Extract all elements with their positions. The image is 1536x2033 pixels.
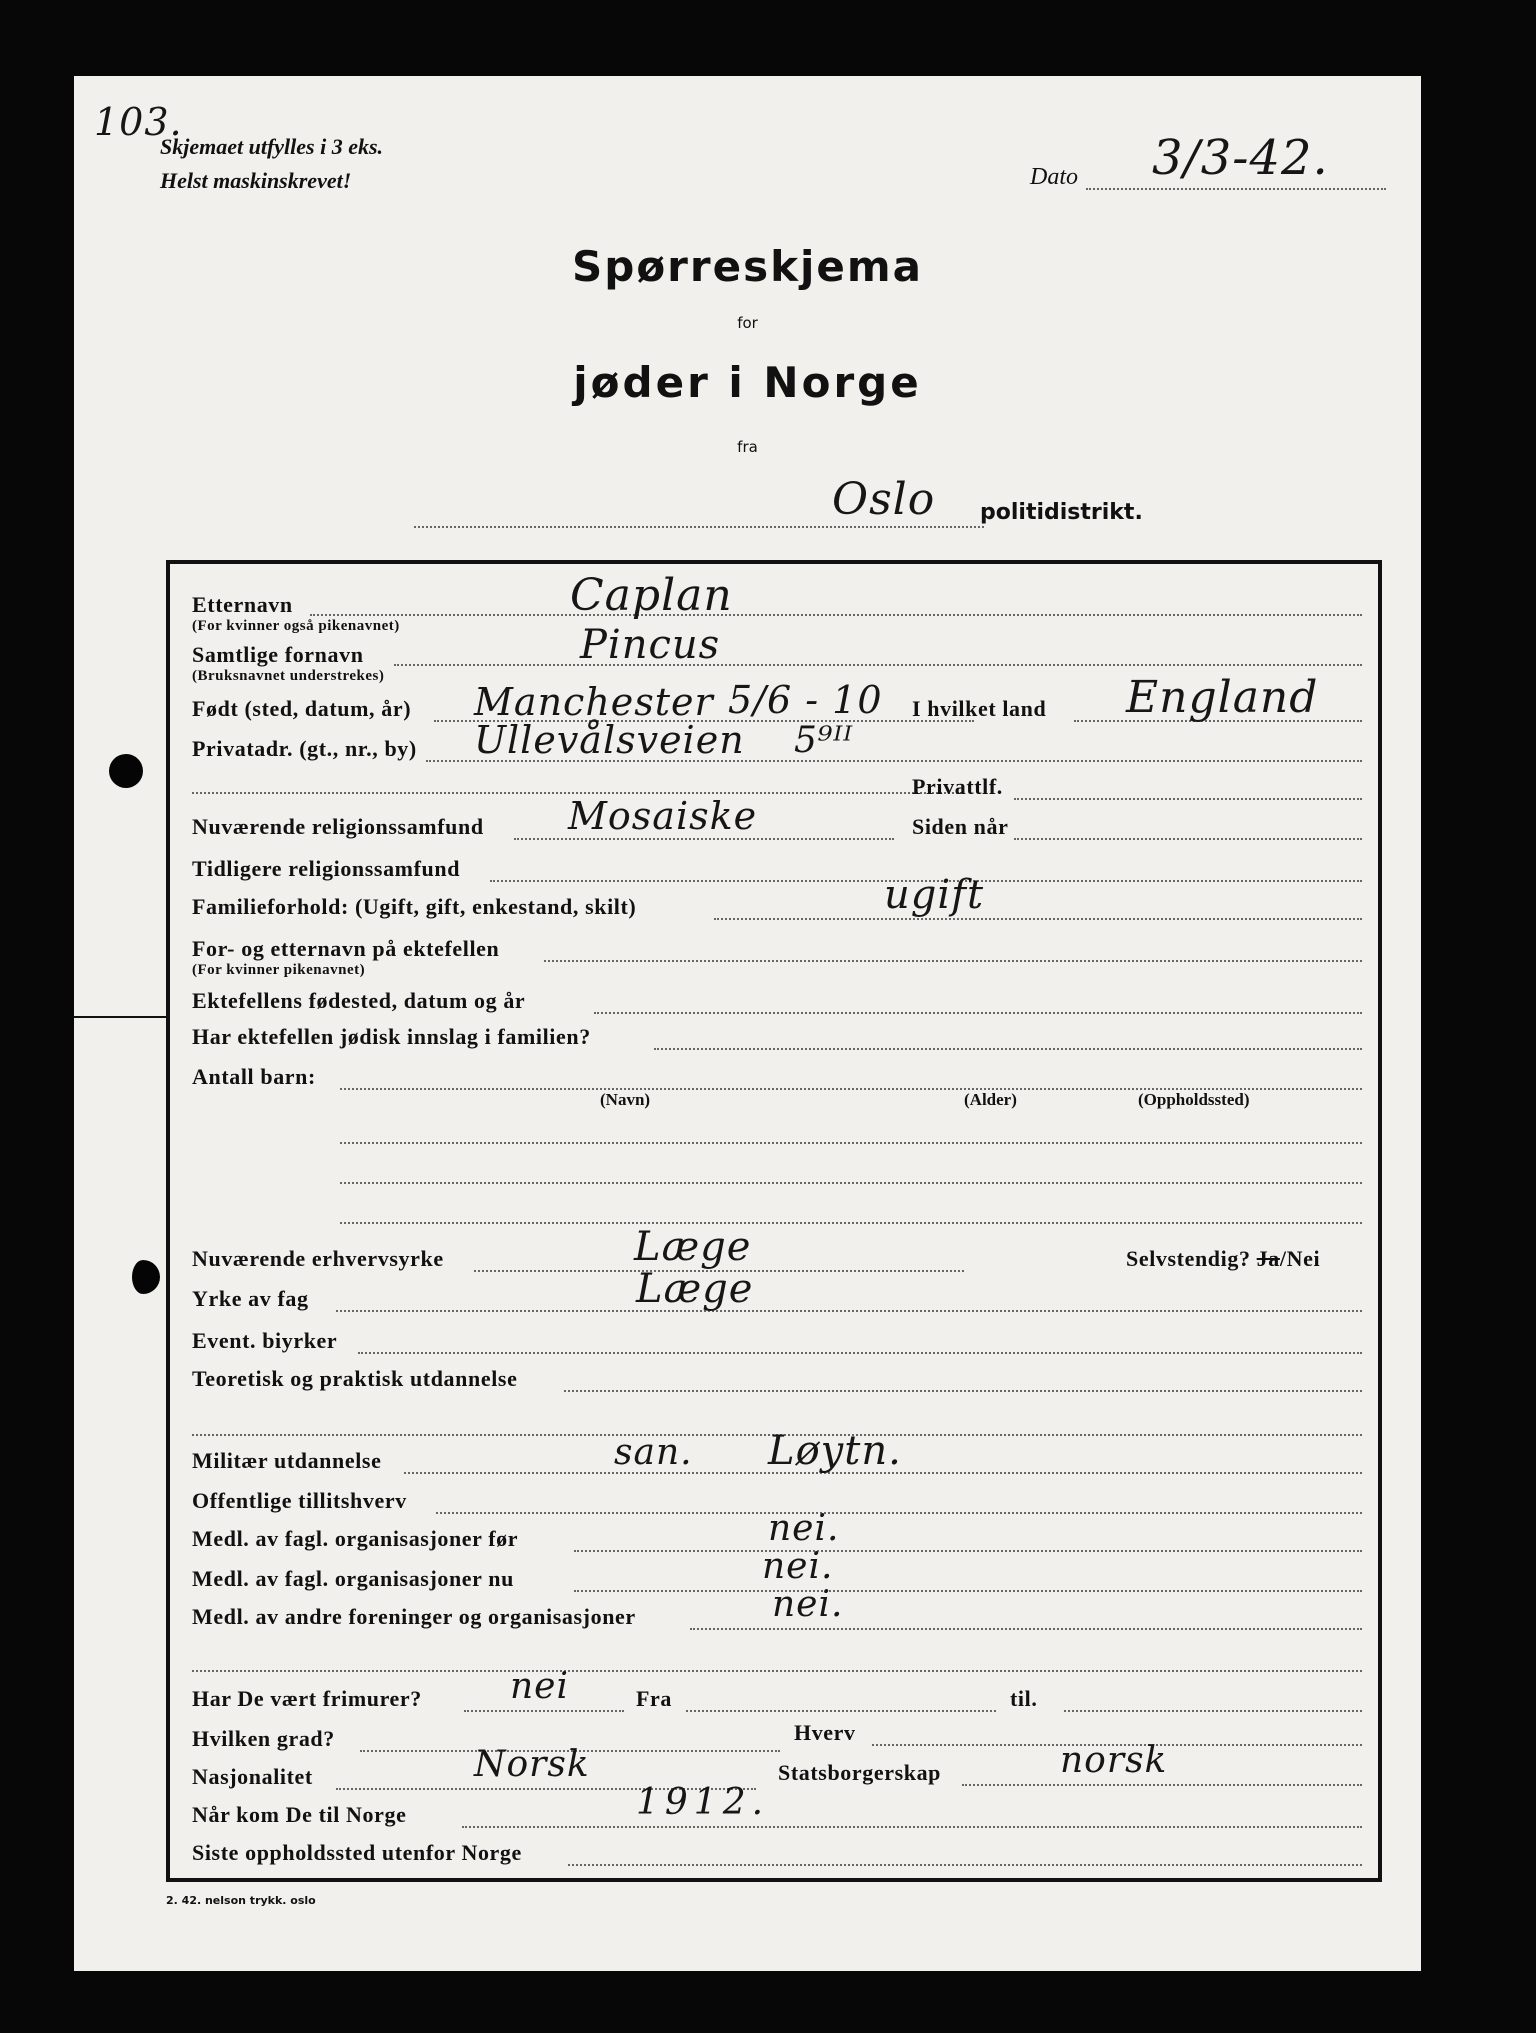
statsborgerskap-line	[962, 1784, 1362, 1786]
nasjonalitet-value: Norsk	[474, 1744, 590, 1785]
barn-col-navn: (Navn)	[600, 1090, 651, 1109]
yrke-label: Yrke av fag	[192, 1286, 309, 1311]
tillitshverv-label: Offentlige tillitshverv	[192, 1488, 407, 1513]
fornavn-label: Samtlige fornavn	[192, 642, 364, 667]
militaer-label: Militær utdannelse	[192, 1448, 382, 1473]
hverv-label: Hverv	[794, 1720, 856, 1745]
yrke-line	[336, 1310, 1362, 1312]
form-title: Spørreskjema	[572, 242, 923, 291]
statsborgerskap-label: Statsborgerskap	[778, 1760, 942, 1785]
ektefelle-label: For- og etternavn på ektefellen	[192, 936, 500, 961]
fagl-nu-line	[574, 1590, 1362, 1592]
fagl-for-label: Medl. av fagl. organisasjoner før	[192, 1526, 519, 1551]
fagl-nu-value: nei.	[762, 1546, 834, 1587]
biyrker-label: Event. biyrker	[192, 1328, 338, 1353]
andre-line-2	[192, 1670, 1362, 1672]
privattlf-line	[1014, 798, 1362, 800]
instruction-copies: Skjemaet utfylles i 3 eks.	[160, 134, 384, 159]
nasjonalitet-label: Nasjonalitet	[192, 1764, 313, 1789]
militaer-value-2: Løytn.	[768, 1428, 902, 1474]
form-subtitle: jøder i Norge	[573, 358, 922, 407]
district-value: Oslo	[832, 474, 936, 525]
form-sheet	[74, 76, 1421, 1971]
date-line	[1086, 188, 1386, 190]
familie-value: ugift	[884, 872, 985, 918]
frimurer-fra-line	[686, 1710, 996, 1712]
form-number: 103.	[94, 100, 183, 144]
privatadr-street: Ullevålsveien	[474, 718, 745, 762]
andre-label: Medl. av andre foreninger og organisasjoner	[192, 1604, 636, 1629]
privattlf-label: Privattlf.	[912, 774, 1003, 799]
instruction-typewritten: Helst maskinskrevet!	[160, 168, 352, 193]
ektefelle-fodested-label: Ektefellens fødested, datum og år	[192, 988, 526, 1013]
barn-col-alder: (Alder)	[964, 1090, 1017, 1109]
title-for: for	[737, 314, 758, 332]
barn-col-opphold: (Oppholdssted)	[1138, 1090, 1250, 1109]
tillitshverv-line	[436, 1512, 1362, 1514]
barn-row-line-3	[340, 1222, 1362, 1224]
frimurer-til-line	[1064, 1710, 1362, 1712]
date-value: 3/3-42.	[1152, 130, 1329, 186]
grad-label: Hvilken grad?	[192, 1726, 335, 1751]
siden-line	[1014, 838, 1362, 840]
fold-mark	[74, 1016, 166, 1018]
familie-line	[714, 918, 1362, 920]
etternavn-sub: (For kvinner også pikenavnet)	[192, 618, 400, 634]
punch-hole-top	[109, 754, 143, 788]
kom-line	[462, 1826, 1362, 1828]
frimurer-label: Har De vært frimurer?	[192, 1686, 422, 1711]
andre-value: nei.	[772, 1584, 844, 1625]
district-line	[414, 526, 984, 528]
privatadr-label: Privatadr. (gt., nr., by)	[192, 736, 417, 761]
fornavn-value: Pincus	[580, 622, 721, 668]
utdannelse-line	[564, 1390, 1362, 1392]
fagl-nu-label: Medl. av fagl. organisasjoner nu	[192, 1566, 514, 1591]
jodisk-label: Har ektefellen jødisk innslag i familien?	[192, 1024, 591, 1049]
frimurer-til-label: til.	[1010, 1686, 1038, 1711]
fagl-for-value: nei.	[768, 1508, 840, 1549]
utdannelse-label: Teoretisk og praktisk utdannelse	[192, 1366, 518, 1391]
privatadr-number: 5⁹ᴵᴵ	[794, 720, 854, 761]
yrke-value: Læge	[636, 1266, 754, 1312]
land-label: I hvilket land	[912, 696, 1047, 721]
religion-label: Nuværende religionssamfund	[192, 814, 484, 839]
erhverv-value: Læge	[634, 1224, 752, 1270]
ektefelle-fodested-line	[594, 1012, 1362, 1014]
barn-row-line-1	[340, 1142, 1362, 1144]
etternavn-label: Etternavn	[192, 592, 293, 617]
etternavn-value: Caplan	[570, 570, 733, 621]
district-label: politidistrikt.	[980, 500, 1143, 525]
etternavn-line	[310, 614, 1362, 616]
statsborgerskap-value: norsk	[1060, 1740, 1168, 1781]
biyrker-line	[358, 1352, 1362, 1354]
date-label: Dato	[1030, 164, 1078, 190]
fodt-place: Manchester	[474, 680, 714, 724]
fornavn-sub: (Bruksnavnet understrekes)	[192, 668, 385, 684]
erhverv-label: Nuværende erhvervsyrke	[192, 1246, 444, 1271]
religion-line	[514, 838, 894, 840]
selvstendig-question: Selvstendig?	[1126, 1246, 1251, 1271]
andre-line	[690, 1628, 1362, 1630]
frimurer-fra-label: Fra	[636, 1686, 673, 1711]
kom-value: 1912.	[636, 1782, 770, 1823]
title-fra: fra	[737, 438, 758, 456]
frimurer-value: nei	[510, 1666, 570, 1707]
barn-label: Antall barn:	[192, 1064, 316, 1089]
land-value: England	[1126, 672, 1319, 723]
siden-label: Siden når	[912, 814, 1009, 839]
ektefelle-line	[544, 960, 1362, 962]
punch-hole-bottom	[126, 1260, 160, 1294]
ektefelle-sub: (For kvinner pikenavnet)	[192, 962, 366, 978]
militaer-value-1: san.	[614, 1432, 693, 1473]
barn-row-line-2	[340, 1182, 1362, 1184]
fagl-for-line	[574, 1550, 1362, 1552]
kom-label: Når kom De til Norge	[192, 1802, 407, 1827]
familie-label: Familieforhold: (Ugift, gift, enkestand, skilt)	[192, 894, 637, 919]
selvstendig-nei: /Nei	[1279, 1246, 1321, 1271]
fornavn-line	[394, 664, 1362, 666]
tidligere-label: Tidligere religionssamfund	[192, 856, 461, 881]
selvstendig-ja: Ja	[1256, 1246, 1280, 1271]
siste-line	[568, 1864, 1362, 1866]
jodisk-line	[654, 1048, 1362, 1050]
siste-label: Siste oppholdssted utenfor Norge	[192, 1840, 522, 1865]
selvstendig-label	[1126, 1246, 1320, 1272]
fodt-label: Født (sted, datum, år)	[192, 696, 412, 721]
frimurer-line	[464, 1710, 624, 1712]
fodt-date: 5/6 - 10	[728, 678, 883, 722]
religion-value: Mosaiske	[568, 794, 758, 838]
printer-imprint: 2. 42. nelson trykk. oslo	[166, 1894, 316, 1907]
